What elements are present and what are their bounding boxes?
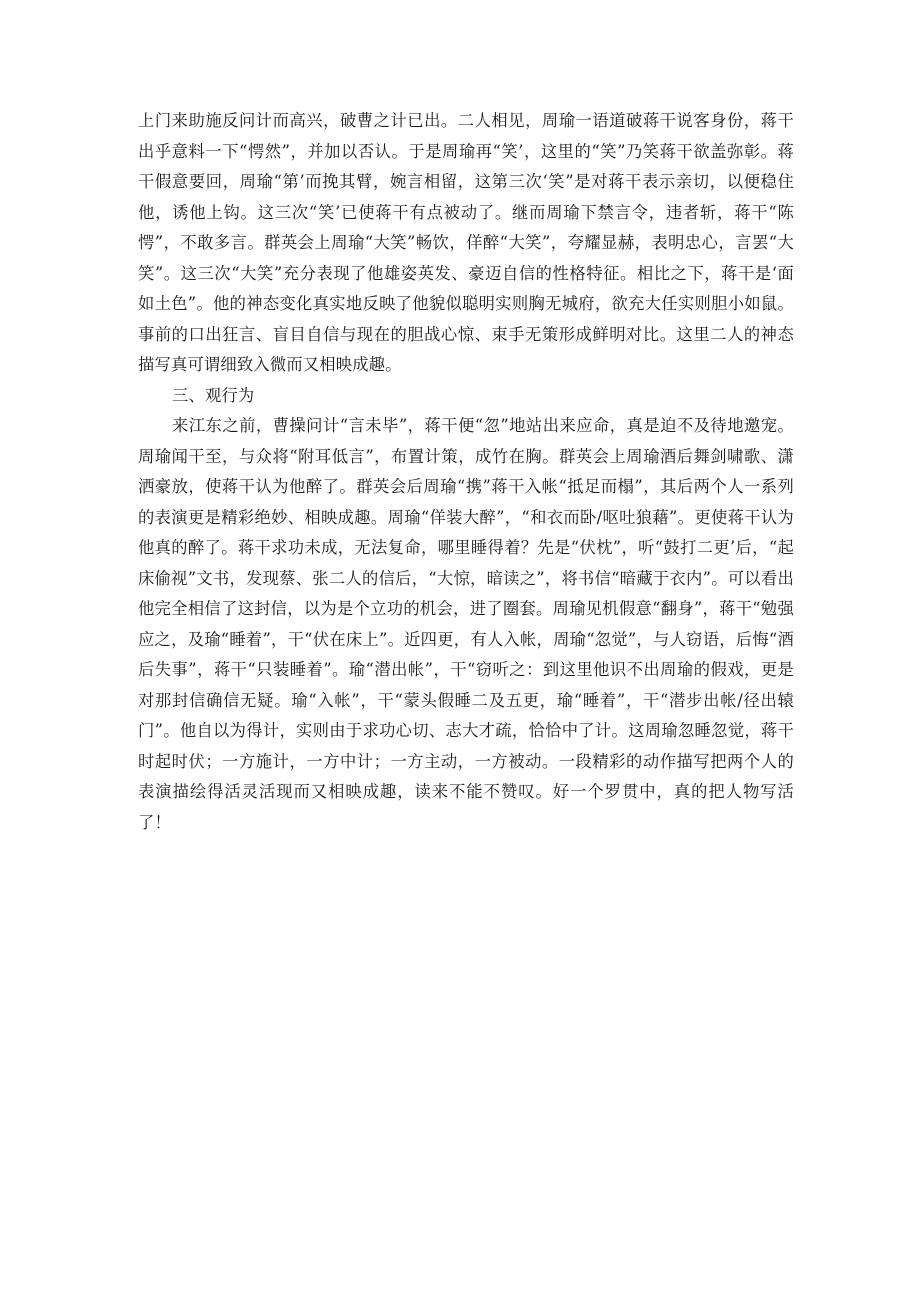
section-heading-behavior: 三、观行为	[172, 385, 255, 405]
paragraph-neishen-description: 上门来助施反问计而高兴，破曹之计已出。二人相见，周瑜一语道破蒋干说客身份，蒋干出乎意料一下“愕然”，并加以否认。于是周瑜再“笑’，这里的“笑”乃笑蒋干欲盖弥彰。蒋干假意要回，周瑜“第’而挽其臂，婉言相留，这第三次‘笑”是对蒋干表示亲切，以便稳住他，诱他上钩。这三次“笑’已使蒋干有点被动了。继而周瑜下禁言令，违者斩，蒋干“陈愕”，不敢多言。群英会上周瑜“大笑”畅饮，佯醉“大笑”，夸耀显赫，表明忠心，言罢“大笑”。这三次“大笑”充分表现了他雄姿英发、豪迈自信的性格特征。相比之下，蒋干是‘面如土色”。他的神态变化真实地反映了他貌似聪明实则胸无城府，欲充大任实则胆小如鼠。事前的口出狂言、盲目自信与现在的胆战心惊、束手无策形成鲜明对比。这里二人的神态描写真可谓细致入微而又相映成趣。	[138, 111, 794, 374]
paragraph-behavior-description: 来江东之前，曹操问计“言未毕”，蒋干便“忽”地站出来应命，真是迫不及待地邀宠。周瑜闻干至，与众将“附耳低言”，布置计策，成竹在胸。群英会上周瑜酒后舞剑啸歌、潇洒豪放，使蒋干认为他醉了。群英会后周瑜“携”蒋干入帐“抵足而榻”，其后两个人一系列的表演更是精彩绝妙、相映成趣。周瑜“佯装大醉”，“和衣而卧/呕吐狼藉”。更使蒋干认为他真的醉了。蒋干求功未成，无法复命，哪里睡得着？先是“伏枕”，听“鼓打二更’后，“起床偷视”文书，发现蔡、张二人的信后，“大惊，暗读之”，将书信“暗藏于衣内”。可以看出他完全相信了这封信，以为是个立功的机会，进了圈套。周瑜见机假意“翻身”，蒋干“勉强应之，及瑜“睡着”，干“伏在床上”。近四更，有人入帐，周瑜“忽觉”，与人窃语，后悔“酒后失事”，蒋干“只装睡着”。瑜“潜出帐”，干“窃听之：到这里他识不出周瑜的假戏，更是对那封信确信无疑。瑜“入帐”，干“蒙头假睡二及五更，瑜“睡着”，干“潜步出帐/径出辕门”。他自以为得计，实则由于求功心切、志大才疏，恰恰中了计。这周瑜忽睡忽觉，蒋干时起时伏；一方施计，一方中计；一方主动，一方被动。一段精彩的动作描写把两个人的表演描绘得活灵活现而又相映成趣，读来不能不赞叹。好一个罗贯中，真的把人物写活了！	[138, 416, 794, 832]
document-body	[138, 106, 794, 838]
